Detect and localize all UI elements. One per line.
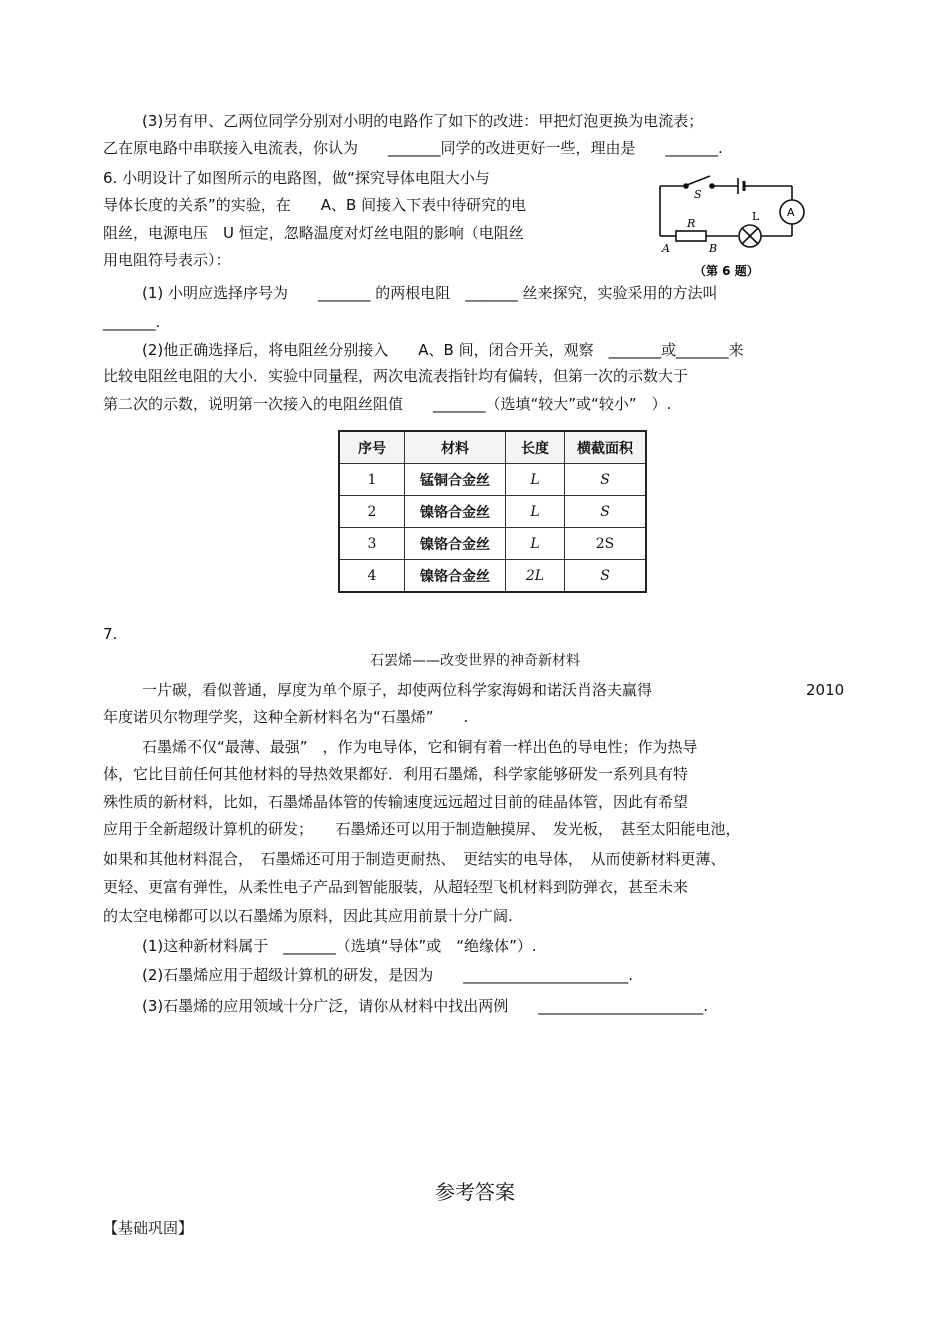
circuit-diagram-figure xyxy=(654,172,814,284)
header-length: 长度 xyxy=(506,431,565,464)
cell-area: S xyxy=(565,464,647,496)
q7-para2-line6: 更轻、更富有弹性，从柔性电子产品到智能服装，从超轻型飞机材料到防弹衣，甚至未来 xyxy=(103,878,689,896)
label-b: B xyxy=(709,242,718,255)
q7-year: 2010 xyxy=(806,681,845,699)
q7-para2-line3: 殊性质的新材料，比如，石墨烯晶体管的传输速度远远超过目前的硅晶体管，因此有希望 xyxy=(103,793,689,811)
cell-length: 2L xyxy=(506,560,565,593)
cell-index: 2 xyxy=(339,496,405,528)
q7-part3: (3)石墨烯的应用领域十分广泛，请你从材料中找出两例 ______________________. xyxy=(142,997,709,1015)
q7-para2-line1: 石墨烯不仅“最薄、最强” ，作为电导体，它和铜有着一样出色的导电性；作为热导 xyxy=(142,738,698,756)
cell-index: 3 xyxy=(339,528,405,560)
cell-length: L xyxy=(506,496,565,528)
cell-area: S xyxy=(565,560,647,593)
figure-caption: （第 6 题） xyxy=(694,264,759,278)
q6-part2-line1: (2)他正确选择后，将电阻丝分别接入 A、B 间，闭合开关，观察 _______或_______来 xyxy=(142,341,744,359)
table-row xyxy=(339,496,646,528)
article-title: 石罢烯——改变世界的神奇新材料 xyxy=(370,653,580,669)
label-s: S xyxy=(694,188,702,201)
q7-para2-line2: 体，它比目前任何其他材料的导热效果都好．利用石墨烯，科学家能够研发一系列具有特 xyxy=(103,765,689,783)
q7-para1-line1: 一片碳，看似普通，厚度为单个原子，却使两位科学家海姆和诺沃肖洛夫赢得 xyxy=(142,681,653,699)
q7-para1-line2: 年度诺贝尔物理学奖，这种全新材料名为“石墨烯” . xyxy=(103,708,469,726)
cell-material: 锰铜合金丝 xyxy=(405,464,506,496)
cell-material: 镍铬合金丝 xyxy=(405,528,506,560)
q5-part3-line2: 乙在原电路中串联接入电流表，你认为 _______同学的改进更好一些，理由是 _______. xyxy=(103,139,723,157)
cell-area: 2S xyxy=(565,528,647,560)
q6-line4: 用电阻符号表示）： xyxy=(103,251,231,269)
q6-line3: 阻丝，电源电压 U 恒定，忽略温度对灯丝电阻的影响（电阻丝 xyxy=(103,224,524,242)
table-row xyxy=(339,464,646,496)
q7-number: 7. xyxy=(103,625,118,643)
q7-para2-line7: 的太空电梯都可以以石墨烯为原料，因此其应用前景十分广阔. xyxy=(103,907,513,925)
answer-title: 参考答案 xyxy=(435,1180,515,1204)
resistance-wire-table xyxy=(338,430,647,593)
q7-para2-line4: 应用于全新超级计算机的研发； 石墨烯还可以用于制造触摸屏、 发光板， 甚至太阳能电池， xyxy=(103,820,741,838)
label-l: L xyxy=(752,210,760,223)
header-area: 横截面积 xyxy=(565,431,647,464)
cell-index: 4 xyxy=(339,560,405,593)
q6-line2: 导体长度的关系”的实验，在 A、B 间接入下表中待研究的电 xyxy=(103,196,527,214)
table-header-row xyxy=(339,431,646,464)
cell-material: 镍铬合金丝 xyxy=(405,560,506,593)
cell-length: L xyxy=(506,464,565,496)
table-row xyxy=(339,560,646,593)
q7-part1: (1)这种新材料属于 _______（选填“导体”或 “绝缘体”）. xyxy=(142,937,537,955)
label-r: R xyxy=(687,217,696,230)
cell-length: L xyxy=(506,528,565,560)
q5-part3-line1: (3)另有甲、乙两位同学分别对小明的电路作了如下的改进：甲把灯泡更换为电流表； xyxy=(142,112,704,130)
q6-part1-line2: _______. xyxy=(103,313,161,331)
ammeter-label: A xyxy=(787,206,795,219)
q6-part2-line2: 比较电阻丝电阻的大小．实验中同量程，两次电流表指针均有偏转，但第一次的示数大于 xyxy=(103,367,689,385)
q7-part2: (2)石墨烯应用于超级计算机的研发，是因为 ______________________. xyxy=(142,966,634,984)
q6-line1: 6. 小明设计了如图所示的电路图，做“探究导体电阻大小与 xyxy=(103,169,490,187)
q7-para2-line5: 如果和其他材料混合， 石墨烯还可用于制造更耐热、 更结实的电导体， 从而使新材料更薄、 xyxy=(103,850,726,868)
cell-area: S xyxy=(565,496,647,528)
q6-part1-line1: (1) 小明应选择序号为 _______ 的两根电阻 _______ 丝来探究，实验采用的方法叫 xyxy=(142,284,718,302)
header-material: 材料 xyxy=(405,431,506,464)
cell-material: 镍铬合金丝 xyxy=(405,496,506,528)
section-basic-label: 【基础巩固】 xyxy=(103,1219,194,1237)
label-a: A xyxy=(662,242,670,255)
table-row xyxy=(339,528,646,560)
cell-index: 1 xyxy=(339,464,405,496)
q6-part2-line3: 第二次的示数，说明第一次接入的电阻丝阻值 _______（选填“较大”或“较小” ）. xyxy=(103,395,672,413)
header-index: 序号 xyxy=(339,431,405,464)
